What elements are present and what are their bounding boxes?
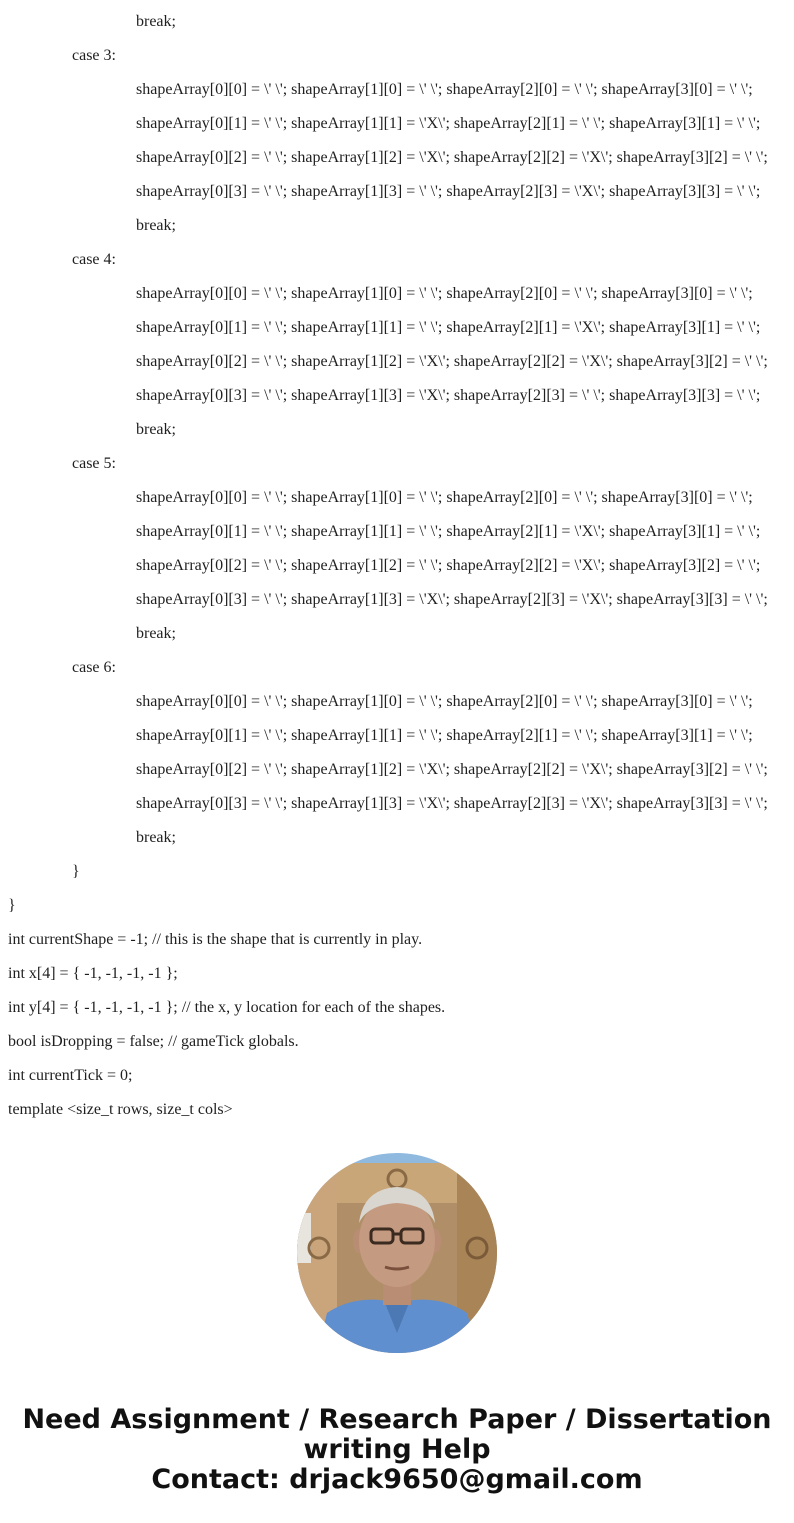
code-line: } [72, 863, 80, 880]
code-line: case 6: [72, 659, 116, 676]
code-line: int currentTick = 0; [8, 1067, 133, 1084]
code-line: shapeArray[0][2] = \' \'; shapeArray[1][2] = \'X\'; shapeArray[2][2] = \'X\'; shapeArray[3][2] = \' \'; [136, 353, 768, 370]
code-line: shapeArray[0][2] = \' \'; shapeArray[1][2] = \'X\'; shapeArray[2][2] = \'X\'; shapeArray[3][2] = \' \'; [136, 761, 768, 778]
code-line: shapeArray[0][3] = \' \'; shapeArray[1][3] = \' \'; shapeArray[2][3] = \'X\'; shapeArray[3][3] = \' \'; [136, 183, 761, 200]
code-line: break; [136, 421, 176, 438]
code-line: shapeArray[0][1] = \' \'; shapeArray[1][1] = \' \'; shapeArray[2][1] = \'X\'; shapeArray[3][1] = \' \'; [136, 319, 761, 336]
code-line: break; [136, 625, 176, 642]
code-line: int x[4] = { -1, -1, -1, -1 }; [8, 965, 178, 982]
code-line: shapeArray[0][1] = \' \'; shapeArray[1][1] = \' \'; shapeArray[2][1] = \' \'; shapeArray[3][1] = \' \'; [136, 727, 753, 744]
footer-contact: Contact: drjack9650@gmail.com [151, 1464, 643, 1495]
code-line: shapeArray[0][3] = \' \'; shapeArray[1][3] = \'X\'; shapeArray[2][3] = \'X\'; shapeArray[3][3] = \' \'; [136, 795, 768, 812]
code-line: bool isDropping = false; // gameTick globals. [8, 1033, 299, 1050]
code-line: shapeArray[0][0] = \' \'; shapeArray[1][0] = \' \'; shapeArray[2][0] = \' \'; shapeArray[3][0] = \' \'; [136, 285, 753, 302]
code-line: shapeArray[0][1] = \' \'; shapeArray[1][1] = \'X\'; shapeArray[2][1] = \' \'; shapeArray[3][1] = \' \'; [136, 115, 761, 132]
code-line: shapeArray[0][0] = \' \'; shapeArray[1][0] = \' \'; shapeArray[2][0] = \' \'; shapeArray[3][0] = \' \'; [136, 489, 753, 506]
code-line: int currentShape = -1; // this is the shape that is currently in play. [8, 931, 423, 948]
author-photo-illustration [297, 1153, 497, 1353]
code-line: break; [136, 13, 176, 30]
code-line: shapeArray[0][0] = \' \'; shapeArray[1][0] = \' \'; shapeArray[2][0] = \' \'; shapeArray[3][0] = \' \'; [136, 81, 753, 98]
footer-subline: writing Help [303, 1434, 491, 1465]
code-line: case 3: [72, 47, 116, 64]
code-line: break; [136, 829, 176, 846]
code-line: case 4: [72, 251, 116, 268]
code-line: shapeArray[0][2] = \' \'; shapeArray[1][2] = \'X\'; shapeArray[2][2] = \'X\'; shapeArray[3][2] = \' \'; [136, 149, 768, 166]
code-line: int y[4] = { -1, -1, -1, -1 }; // the x, y location for each of the shapes. [8, 999, 446, 1016]
code-line: case 5: [72, 455, 116, 472]
code-line: } [8, 897, 16, 914]
code-line: template <size_t rows, size_t cols> [8, 1101, 233, 1118]
code-line: shapeArray[0][3] = \' \'; shapeArray[1][3] = \'X\'; shapeArray[2][3] = \'X\'; shapeArray[3][3] = \' \'; [136, 591, 768, 608]
code-line: shapeArray[0][3] = \' \'; shapeArray[1][3] = \'X\'; shapeArray[2][3] = \' \'; shapeArray[3][3] = \' \'; [136, 387, 761, 404]
code-line: shapeArray[0][2] = \' \'; shapeArray[1][2] = \' \'; shapeArray[2][2] = \'X\'; shapeArray[3][2] = \' \'; [136, 557, 761, 574]
code-line: shapeArray[0][1] = \' \'; shapeArray[1][1] = \' \'; shapeArray[2][1] = \'X\'; shapeArray[3][1] = \' \'; [136, 523, 761, 540]
author-avatar [297, 1153, 497, 1353]
code-line: shapeArray[0][0] = \' \'; shapeArray[1][0] = \' \'; shapeArray[2][0] = \' \'; shapeArray[3][0] = \' \'; [136, 693, 753, 710]
footer-headline: Need Assignment / Research Paper / Dissertation [22, 1404, 772, 1435]
code-line: break; [136, 217, 176, 234]
